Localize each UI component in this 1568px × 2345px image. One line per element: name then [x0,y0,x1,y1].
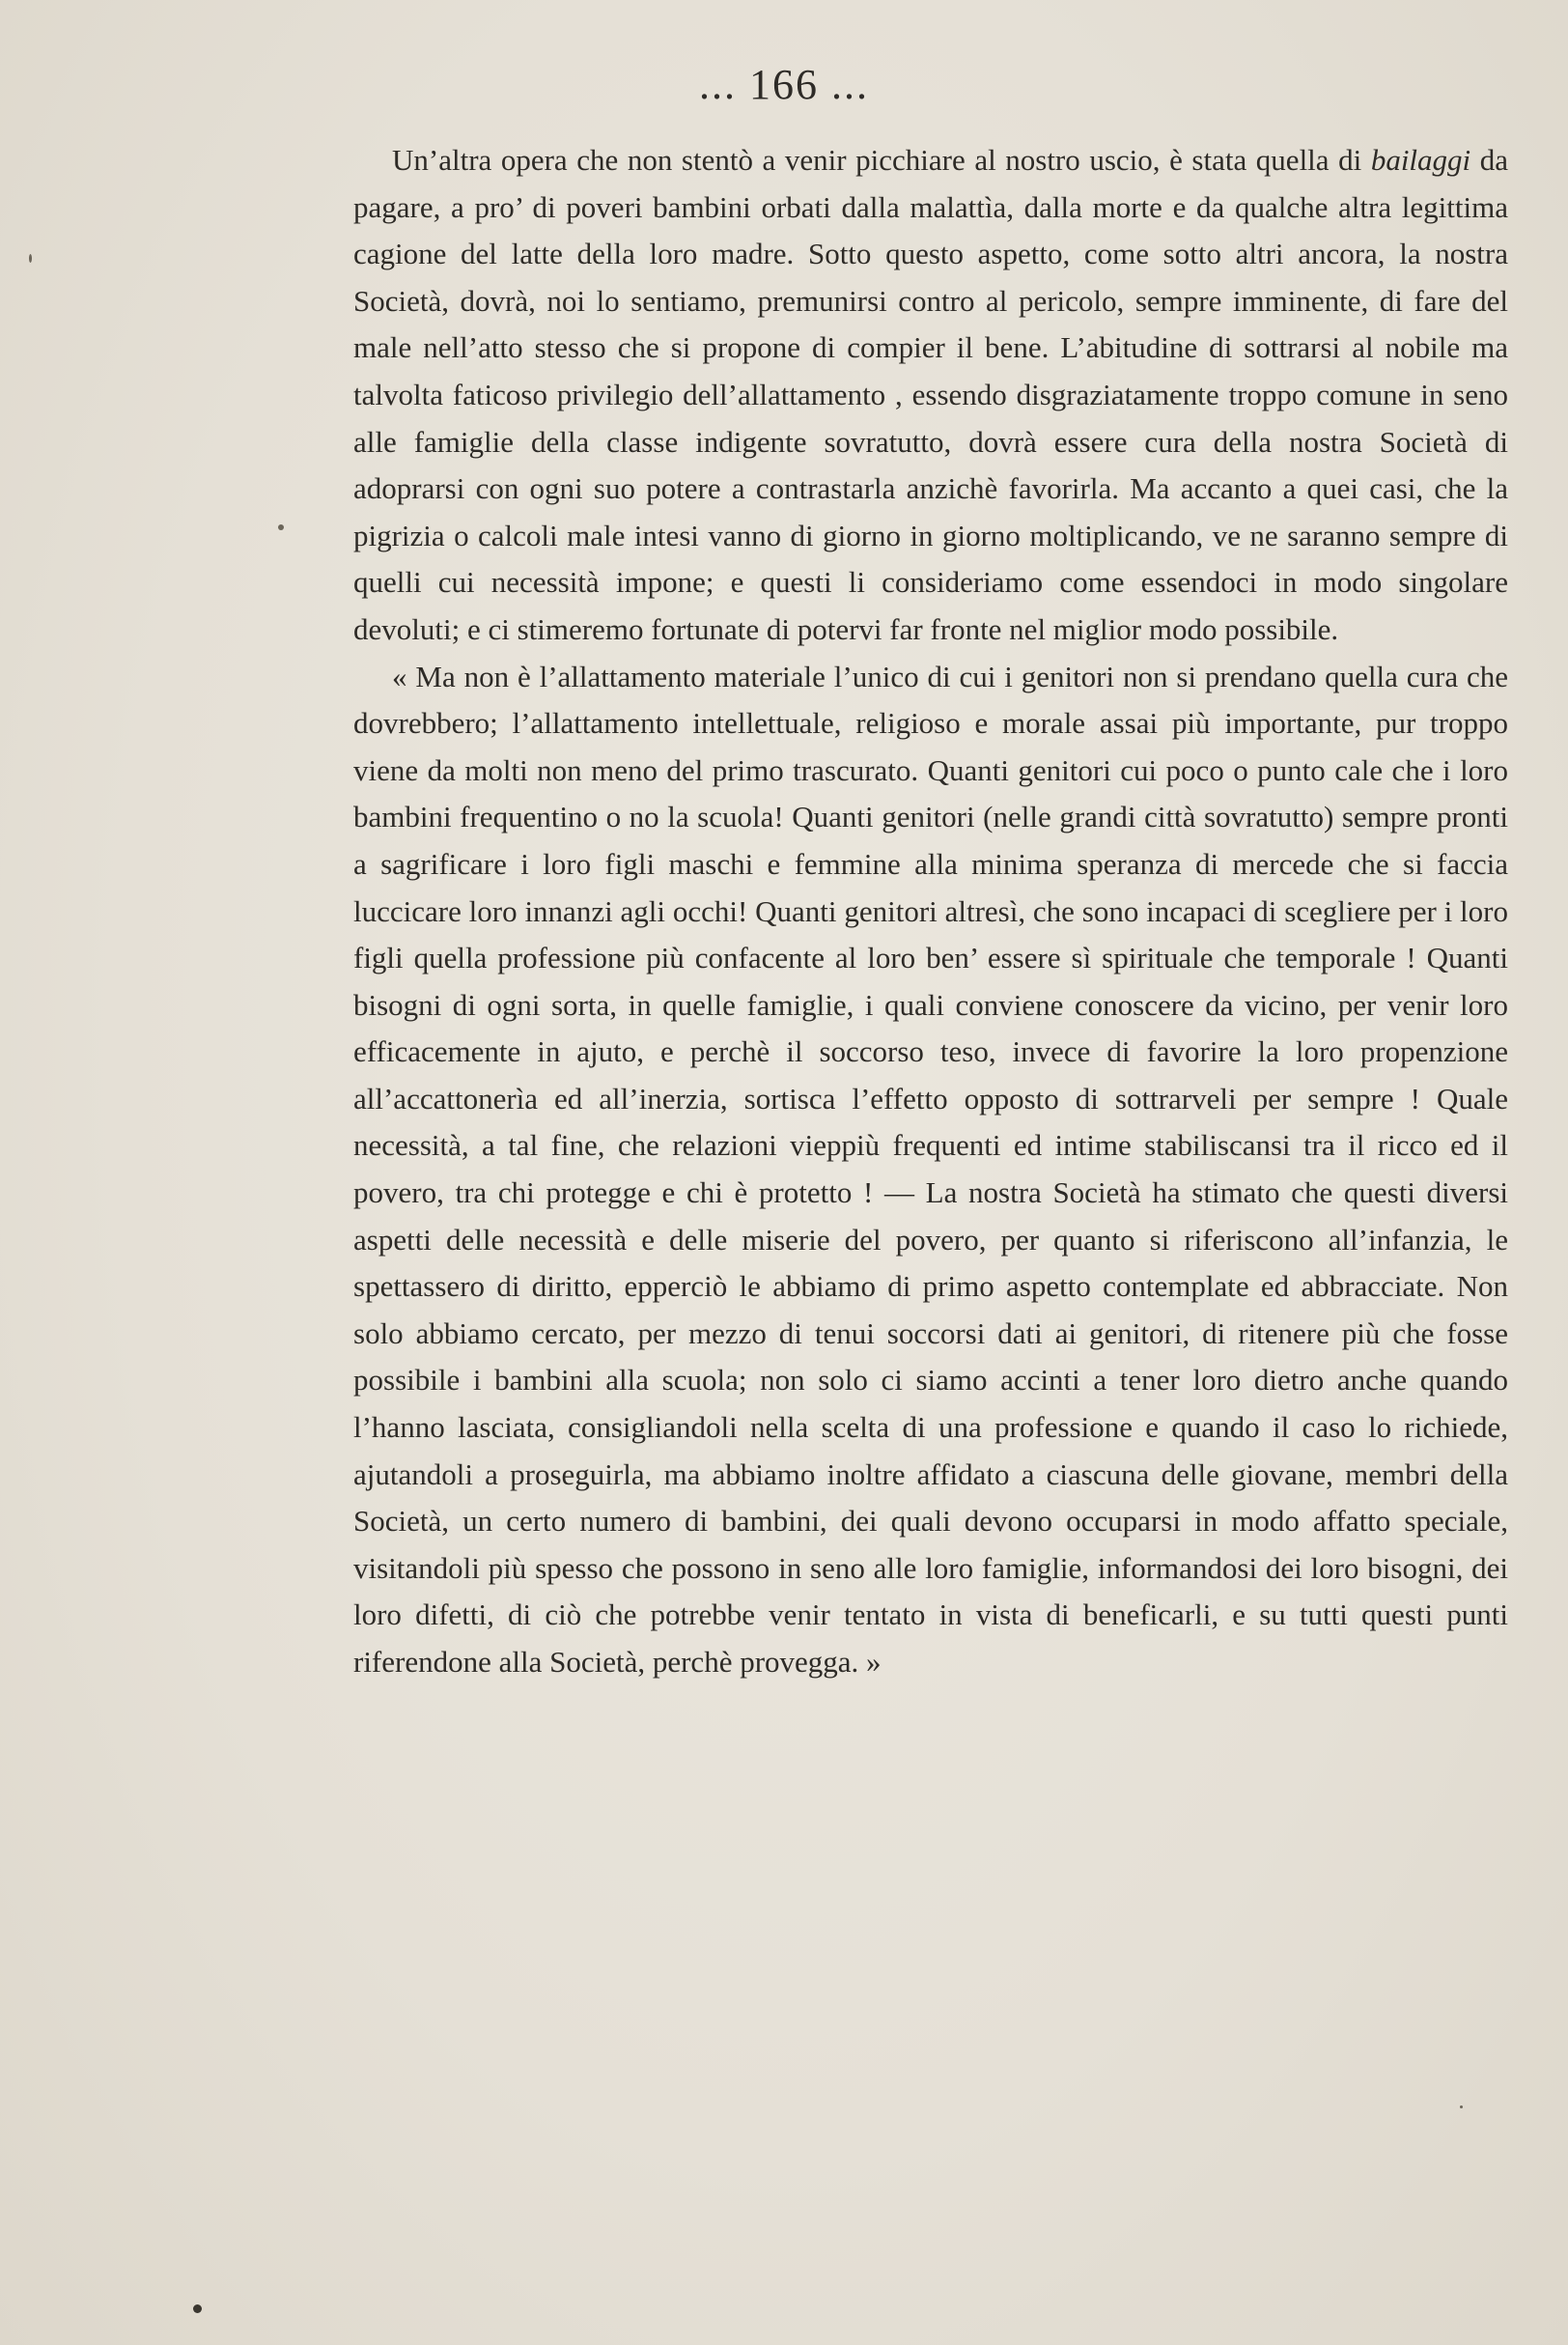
paragraph-1-before: Un’altra opera che non stentò a venir picchiare al nostro uscio, è stata quella di [392,143,1371,177]
paragraph-2: « Ma non è l’allattamento materiale l’unico di cui i genitori non si prendano quella cura che dovrebbero; l’allattamento intellettuale, religioso e morale assai più importante, pur troppo viene da molti non meno del primo trascurato. Quanti genitori cui poco o punto cale che i loro bambini frequentino o no la scuola! Quanti genitori (nelle grandi città sovratutto) sempre pronti a sagrificare i loro figli maschi e femmine alla minima speranza di mercede che si faccia luccicare loro innanzi agli occhi! Quanti genitori altresì, che sono incapaci di scegliere per i loro figli quella professione più confacente al loro ben’ essere sì spirituale che temporale ! Quanti bisogni di ogni sorta, in quelle famiglie, i quali conviene conoscere da vicino, per venir loro efficacemente in ajuto, e perchè il soccorso teso, invece di favorire la loro propenzione all’accattonerìa ed all’inerzia, sortisca l’effetto opposto di sottrarveli per sempre ! Quale necessità, a tal fine, che relazioni vieppiù frequenti ed intime stabiliscansi tra il ricco ed il povero, tra chi protegge e chi è protetto ! — La nostra Società ha stimato che questi diversi aspetti delle necessità e delle miserie del povero, per quanto si riferiscono all’infanzia, le spettassero di diritto, epperciò le abbiamo di primo aspetto contemplate ed abbracciate. Non solo abbiamo cercato, per mezzo di tenui soccorsi dati ai genitori, di ritenere più che fosse possibile i bambini alla scuola; non solo ci siamo accinti a tener loro dietro anche quando l’hanno lasciata, consigliandoli nella scelta di una professione e quando il caso lo richiede, ajutandoli a proseguirla, ma abbiamo inoltre affidato a ciascuna delle giovane, membri della Società, un certo numero di bambini, dei quali devono occuparsi in modo affatto speciale, visitandoli più spesso che possono in seno alle loro famiglie, informandosi dei loro bisogni, dei loro difetti, di ciò che potrebbe venir tentato in vista di beneficarli, e su tutti questi punti riferendone alla Società, perchè provegga. » [353,659,1508,1679]
paragraph-1 [353,137,1508,654]
body-text [353,137,1508,1686]
ink-speck [29,254,32,263]
ink-speck [193,2304,202,2313]
ink-speck [278,524,284,530]
emphasis-bailaggi: bailaggi [1370,143,1471,177]
paragraph-1-after: da pagare, a pro’ di poveri bambini orbati dalla malattìa, dalla morte e da qualche altra legittima cagione del latte della loro madre. Sotto questo aspetto, come sotto altri ancora, la nostra Società, dovrà, noi lo sentiamo, premunirsi contro al pericolo, sempre imminente, di fare del male nell’atto stesso che si propone di compier il bene. L’abitudine di sottrarsi al nobile ma talvolta faticoso privilegio dell’allattamento , essendo disgraziatamente troppo comune in seno alle famiglie della classe indigente sovratutto, dovrà essere cura della nostra Società di adoprarsi con ogni suo potere a contrastarla anzichè favorirla. Ma accanto a quei casi, che la pigrizia o calcoli male intesi vanno di giorno in giorno moltiplicando, ve ne saranno sempre di quelli cui necessità impone; e questi li consideriamo come essendoci in modo singolare devoluti; e ci stimeremo fortunate di potervi far fronte nel miglior modo possibile. [353,143,1508,646]
ink-speck [1460,2105,1463,2108]
page-number: ... 166 ... [699,61,869,108]
